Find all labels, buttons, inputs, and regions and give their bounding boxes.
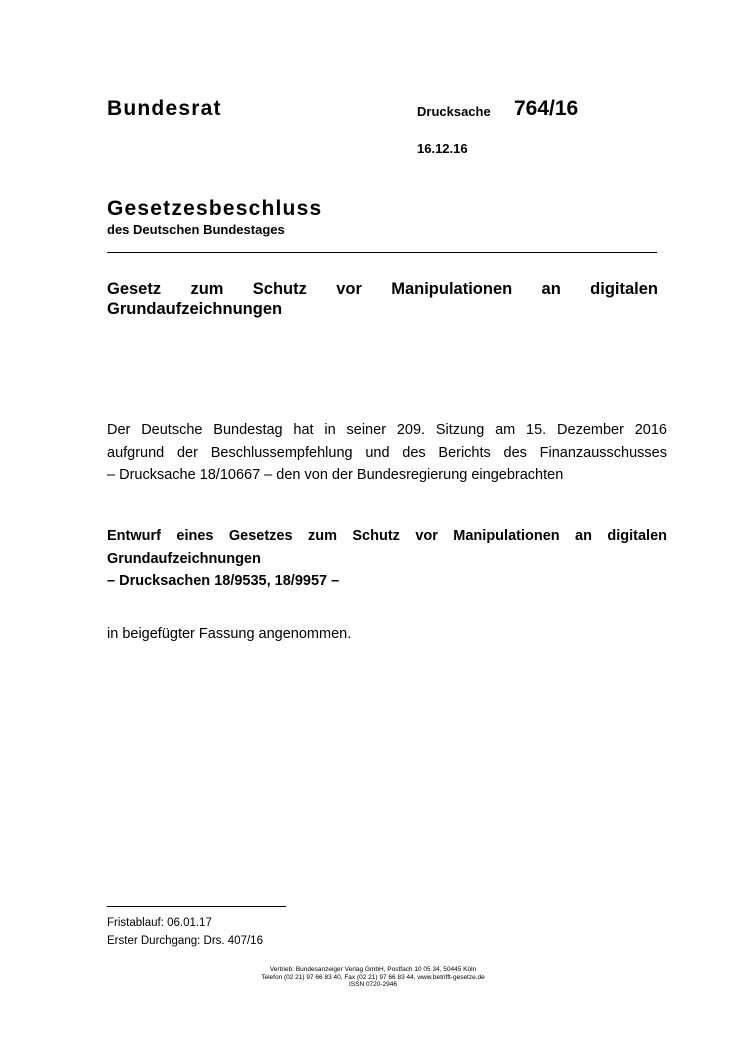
draft-line: Entwurf eines Gesetzes zum Schutz vor Manipulationen an digitalen [107,528,667,544]
imprint-line: Telefon (02 21) 97 66 83 40, Fax (02 21) 97 66 83 44, www.betrifft-gesetze.de [261,973,485,981]
publisher-imprint [0,966,746,989]
drucksache-number: 764/16 [514,97,579,120]
footnote-fristablauf: Fristablauf: 06.01.17 [107,917,212,929]
draft-line: Grundaufzeichnungen [107,550,261,567]
draft-line: – Drucksachen 18/9535, 18/9957 – [107,573,340,589]
imprint-line: ISSN 0720-2946 [348,981,398,988]
footnote-erster-durchgang: Erster Durchgang: Drs. 407/16 [107,935,263,947]
paragraph-line: aufgrund der Beschlussempfehlung und des Berichts des Finanzausschusses [107,444,667,461]
institution-name: Bundesrat [107,97,222,120]
document-date: 16.12.16 [417,141,468,156]
closing-statement: in beigefügter Fassung angenommen. [107,626,352,642]
law-title: Gesetz zum Schutz vor Manipulationen an digitalen Grundaufzeichnungen [107,280,658,318]
draft-law-reference [107,525,667,593]
paragraph-line: Der Deutsche Bundestag hat in seiner 209. Sitzung am 15. Dezember 2016 [107,422,667,438]
document-type-title: Gesetzesbeschluss [107,197,323,220]
header-divider [107,252,657,253]
document-type-subtitle: des Deutschen Bundestages [107,222,285,237]
resolution-paragraph [107,419,667,487]
paragraph-line: – Drucksache 18/10667 – den von der Bundesregierung eingebrachten [107,467,564,483]
footnote-divider [107,906,286,907]
drucksache-label: Drucksache [417,104,491,119]
imprint-line: Vertrieb: Bundesanzeiger Verlag GmbH, Postfach 10 05 34, 50445 Köln [269,966,477,973]
